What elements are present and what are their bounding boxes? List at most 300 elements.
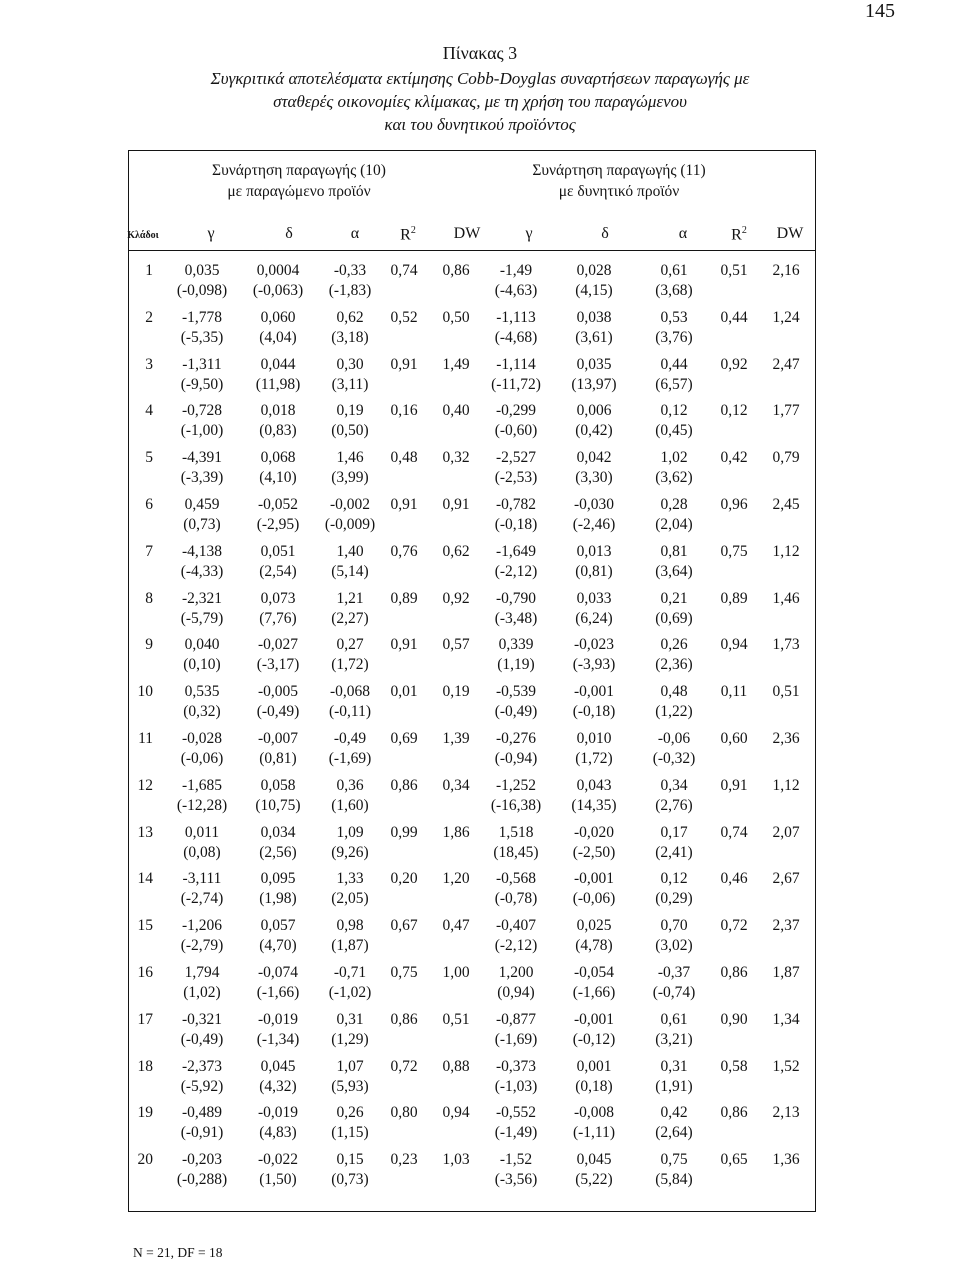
coefficient-value: -0,06 <box>657 730 691 747</box>
delta-11-cell <box>559 1010 629 1050</box>
gamma-11-cell <box>481 635 551 675</box>
coefficient-value: -0,008 <box>573 1104 615 1122</box>
table-row <box>129 776 815 822</box>
gamma-10-cell <box>167 869 237 909</box>
coefficient-value: 0,034 <box>260 823 296 841</box>
gamma-11-cell <box>481 448 551 488</box>
coefficient-value: 0,035 <box>184 262 220 279</box>
coefficient-value: 0,86 <box>720 964 748 981</box>
gamma-11-cell <box>481 308 551 348</box>
coefficient-value: -0,019 <box>257 1104 299 1122</box>
coefficient-value: 2,36 <box>772 730 800 747</box>
t-statistic-value: (-5,79) <box>180 609 224 627</box>
coefficient-value: 0,057 <box>260 917 296 935</box>
dw-11-cell <box>761 1057 811 1077</box>
coefficient-value: 0,57 <box>442 636 470 654</box>
coefficient-value: 2 <box>145 308 153 326</box>
r2-11-cell <box>709 776 759 796</box>
coefficient-value: 0,19 <box>442 683 470 701</box>
coefficient-value: -0,001 <box>573 1010 615 1028</box>
t-statistic-value: (1,19) <box>497 656 535 674</box>
t-statistic-value: (18,45) <box>493 843 539 861</box>
delta-11-cell <box>559 355 629 395</box>
gamma-11-cell <box>481 401 551 441</box>
gamma-10-cell <box>167 308 237 348</box>
dw-11-cell <box>761 963 811 983</box>
dw-11-cell <box>761 261 811 281</box>
coefficient-value: 0,028 <box>576 262 612 279</box>
alpha-10-cell <box>315 495 385 535</box>
coefficient-value: 0,61 <box>660 1010 688 1028</box>
coefficient-value: 0,038 <box>576 308 612 326</box>
delta-10-cell <box>243 542 313 582</box>
sector-number <box>123 448 153 468</box>
t-statistic-value: (0,29) <box>655 890 693 908</box>
sector-number <box>123 542 153 562</box>
gamma-11-cell <box>481 261 551 301</box>
sector-number <box>123 1057 153 1077</box>
coefficient-value: 0,045 <box>576 1151 612 1169</box>
coefficient-value: -0,022 <box>257 1151 299 1169</box>
coefficient-value: 3 <box>145 355 153 373</box>
sector-number <box>123 729 153 749</box>
coefficient-value: -1,113 <box>496 308 536 326</box>
table-title-line: σταθερές οικονομίες κλίμακας, με τη χρήση του παραγώμενου <box>273 92 687 111</box>
gamma-10-cell <box>167 916 237 956</box>
delta-11-cell <box>559 823 629 863</box>
r2-10-cell <box>379 308 429 328</box>
alpha-11-cell <box>639 308 709 348</box>
coefficient-value: 1,07 <box>336 1057 364 1075</box>
coefficient-value: -2,321 <box>181 589 223 607</box>
delta-11-cell <box>559 495 629 535</box>
t-statistic-value: (3,18) <box>331 328 369 346</box>
gamma-11-cell <box>481 1150 551 1190</box>
delta-10-cell <box>243 1150 313 1190</box>
t-statistic-value: (-4,63) <box>494 282 538 299</box>
coefficient-value: 0,48 <box>390 449 418 467</box>
coefficient-value: 0,26 <box>336 1104 364 1122</box>
delta-10-cell <box>243 355 313 395</box>
coefficient-value: -0,005 <box>257 683 299 701</box>
coefficient-value: 1,12 <box>772 776 800 794</box>
coefficient-value: 1,794 <box>184 964 220 981</box>
dw-11-cell <box>761 776 811 796</box>
r2-11-cell <box>709 308 759 328</box>
delta-11-cell <box>559 1057 629 1097</box>
t-statistic-value: (1,22) <box>655 703 693 721</box>
coefficient-value: 1,87 <box>772 964 800 981</box>
table-row <box>129 1150 815 1196</box>
coefficient-value: 0,51 <box>772 683 800 701</box>
t-statistic-value: (5,22) <box>575 1171 613 1189</box>
coefficient-value: 2,37 <box>772 917 800 935</box>
r2-10-cell <box>379 1103 429 1123</box>
coefficient-value: 0,91 <box>390 636 418 654</box>
gamma-11-cell <box>481 916 551 956</box>
coefficient-value: 8 <box>145 589 153 607</box>
coefficient-value: 0,23 <box>390 1151 418 1169</box>
alpha-11-cell <box>639 401 709 441</box>
coefficient-value: 0,92 <box>720 355 748 373</box>
delta-10-cell <box>243 589 313 629</box>
r2-11-cell <box>709 1057 759 1077</box>
dw-10-cell <box>431 916 481 936</box>
coefficient-value: 0,91 <box>390 355 418 373</box>
coefficient-value: -0,877 <box>495 1010 537 1028</box>
t-statistic-value: (2,41) <box>655 843 693 861</box>
coefficient-value: 0,19 <box>336 402 364 420</box>
coefficient-value: 16 <box>137 964 153 981</box>
alpha-11-cell <box>639 495 709 535</box>
t-statistic-value: (1,98) <box>259 890 297 908</box>
t-statistic-value: (1,15) <box>331 1124 369 1142</box>
alpha-10-cell <box>315 635 385 675</box>
t-statistic-value: (3,68) <box>655 282 693 299</box>
t-statistic-value: (1,72) <box>331 656 369 674</box>
delta-10-cell <box>243 682 313 722</box>
coefficient-value: 1,52 <box>772 1057 800 1075</box>
coefficient-value: 1,518 <box>498 823 534 841</box>
dw-11-cell <box>761 448 811 468</box>
dw-11-cell <box>761 1150 811 1170</box>
coefficient-value: 0,27 <box>336 636 364 654</box>
coefficient-value: 0,53 <box>660 308 688 326</box>
t-statistic-value: (2,27) <box>331 609 369 627</box>
coefficient-value: 0,90 <box>720 1010 748 1028</box>
coefficient-value: 0,013 <box>576 542 612 560</box>
group-header-line: με παραγώμενο προϊόν <box>227 183 371 200</box>
delta-10-cell <box>243 729 313 769</box>
coefficient-value: 0,12 <box>720 402 748 420</box>
coefficient-value: 0,010 <box>576 730 612 747</box>
r2-11-cell <box>709 1103 759 1123</box>
coefficient-value: 0,72 <box>720 917 748 935</box>
table-row <box>129 729 815 775</box>
dw-11-cell <box>761 401 811 421</box>
t-statistic-value: (-1,69) <box>328 750 372 767</box>
delta-11-cell <box>559 916 629 956</box>
coefficient-value: 0,51 <box>442 1010 470 1028</box>
t-statistic-value: (2,36) <box>655 656 693 674</box>
t-statistic-value: (-1,03) <box>494 1077 538 1095</box>
coefficient-value: 0,34 <box>442 776 470 794</box>
t-statistic-value: (5,14) <box>331 562 369 580</box>
gamma-11-cell <box>481 963 551 1003</box>
dw-11-cell <box>761 542 811 562</box>
delta-10-cell <box>243 776 313 816</box>
r2-10-cell <box>379 589 429 609</box>
t-statistic-value: (3,76) <box>655 328 693 346</box>
alpha-10-cell <box>315 963 385 1003</box>
r2-10-cell <box>379 635 429 655</box>
gamma-11-cell <box>481 823 551 863</box>
coefficient-value: -2,373 <box>181 1057 223 1075</box>
coefficient-value: 0,50 <box>442 308 470 326</box>
coefficient-value: 0,033 <box>576 589 612 607</box>
delta-10-cell <box>243 401 313 441</box>
coefficient-value: 0,69 <box>390 730 418 747</box>
group-header-line: Συνάρτηση παραγωγής (11) <box>532 162 706 179</box>
coefficient-value: 14 <box>137 870 153 888</box>
t-statistic-value: (1,60) <box>331 796 369 814</box>
r2-11-cell <box>709 1010 759 1030</box>
column-header-delta: δ <box>601 225 609 242</box>
t-statistic-value: (-0,49) <box>256 703 300 721</box>
dw-11-cell <box>761 916 811 936</box>
coefficient-value: -0,568 <box>495 870 537 888</box>
gamma-11-cell <box>481 495 551 535</box>
page-number: 145 <box>865 0 895 22</box>
coefficient-value: -3,111 <box>182 870 222 888</box>
coefficient-value: 1,12 <box>772 542 800 560</box>
coefficient-value: 1,33 <box>336 870 364 888</box>
coefficient-value: -0,373 <box>495 1057 537 1075</box>
coefficient-value: 0,035 <box>576 355 612 373</box>
t-statistic-value: (-5,35) <box>180 328 224 346</box>
t-statistic-value: (1,50) <box>259 1171 297 1189</box>
coefficient-value: 0,62 <box>336 308 364 326</box>
r2-10-cell <box>379 916 429 936</box>
table-title <box>0 42 960 136</box>
coefficient-value: 7 <box>145 542 153 560</box>
alpha-11-cell <box>639 963 709 1003</box>
coefficient-value: 0,86 <box>390 776 418 794</box>
coefficient-value: 0,36 <box>336 776 364 794</box>
dw-10-cell <box>431 261 481 281</box>
coefficient-value: 0,98 <box>336 917 364 935</box>
coefficient-value: 0,28 <box>660 496 688 513</box>
dw-10-cell <box>431 869 481 889</box>
coefficient-value: 0,75 <box>660 1151 688 1169</box>
t-statistic-value: (-0,49) <box>494 703 538 721</box>
table-row <box>129 682 815 728</box>
t-statistic-value: (0,32) <box>183 703 221 721</box>
coefficient-value: 1,02 <box>660 449 688 467</box>
delta-11-cell <box>559 308 629 348</box>
alpha-10-cell <box>315 1057 385 1097</box>
gamma-11-cell <box>481 682 551 722</box>
footnote: N = 21, DF = 18 <box>133 1245 223 1260</box>
t-statistic-value: (3,62) <box>655 469 693 487</box>
sector-number <box>123 963 153 983</box>
delta-11-cell <box>559 401 629 441</box>
coefficient-value: 15 <box>137 917 153 935</box>
t-statistic-value: (4,32) <box>259 1077 297 1095</box>
t-statistic-value: (-0,06) <box>572 890 616 908</box>
coefficient-value: -0,782 <box>495 496 537 513</box>
alpha-11-cell <box>639 589 709 629</box>
t-statistic-value: (-0,32) <box>652 750 696 767</box>
gamma-10-cell <box>167 355 237 395</box>
coefficient-value: 0,62 <box>442 542 470 560</box>
t-statistic-value: (11,98) <box>255 375 301 393</box>
r2-11-cell <box>709 401 759 421</box>
coefficient-value: 1,200 <box>498 964 534 981</box>
coefficient-value: 2,16 <box>772 262 800 279</box>
alpha-10-cell <box>315 355 385 395</box>
t-statistic-value: (0,42) <box>575 422 613 440</box>
dw-10-cell <box>431 1103 481 1123</box>
coefficient-value: 0,42 <box>660 1104 688 1122</box>
coefficient-value: -1,685 <box>181 776 223 794</box>
t-statistic-value: (-5,92) <box>180 1077 224 1095</box>
coefficient-value: -1,252 <box>495 776 537 794</box>
table-title-line: Συγκριτικά αποτελέσματα εκτίμησης Cobb-Doyglas συναρτήσεων παραγωγής με <box>210 69 750 88</box>
coefficient-value: -1,649 <box>495 542 537 560</box>
t-statistic-value: (0,18) <box>575 1077 613 1095</box>
coefficient-value: 0,31 <box>336 1010 364 1028</box>
delta-10-cell <box>243 869 313 909</box>
r2-superscript: 2 <box>410 225 416 236</box>
column-header-gamma: γ <box>525 225 533 242</box>
coefficient-value: 0,11 <box>720 683 748 701</box>
r2-11-cell <box>709 869 759 889</box>
t-statistic-value: (0,08) <box>183 843 221 861</box>
t-statistic-value: (0,73) <box>331 1171 369 1189</box>
alpha-11-cell <box>639 869 709 909</box>
coefficient-value: 0,65 <box>720 1151 748 1169</box>
dw-11-cell <box>761 589 811 609</box>
coefficient-value: 0,34 <box>660 776 688 794</box>
r2-11-cell <box>709 542 759 562</box>
t-statistic-value: (4,15) <box>575 282 613 299</box>
sector-number <box>123 916 153 936</box>
coefficient-value: -0,33 <box>333 262 367 279</box>
header-divider <box>129 250 815 251</box>
t-statistic-value: (-2,74) <box>180 890 224 908</box>
t-statistic-value: (0,81) <box>575 562 613 580</box>
dw-11-cell <box>761 1103 811 1123</box>
r2-10-cell <box>379 401 429 421</box>
delta-11-cell <box>559 1150 629 1190</box>
dw-11-cell <box>761 1010 811 1030</box>
column-header-delta: δ <box>285 225 293 242</box>
coefficient-value: 1,46 <box>336 449 364 467</box>
table-row <box>129 869 815 915</box>
delta-11-cell <box>559 1103 629 1143</box>
coefficient-value: 9 <box>145 636 153 654</box>
coefficient-value: -0,074 <box>257 964 299 981</box>
delta-10-cell <box>243 308 313 348</box>
t-statistic-value: (1,02) <box>183 984 221 1001</box>
t-statistic-value: (-11,72) <box>491 375 541 393</box>
coefficient-value: 1,36 <box>772 1151 800 1169</box>
coefficient-value: 0,46 <box>720 870 748 888</box>
dw-10-cell <box>431 682 481 702</box>
alpha-11-cell <box>639 355 709 395</box>
delta-10-cell <box>243 916 313 956</box>
t-statistic-value: (-0,94) <box>494 750 538 767</box>
t-statistic-value: (-1,66) <box>572 984 616 1001</box>
table-row <box>129 542 815 588</box>
gamma-11-cell <box>481 542 551 582</box>
dw-11-cell <box>761 495 811 515</box>
table-row <box>129 495 815 541</box>
dw-11-cell <box>761 355 811 375</box>
delta-11-cell <box>559 963 629 1003</box>
alpha-10-cell <box>315 1150 385 1190</box>
coefficient-value: -2,527 <box>495 449 537 467</box>
r2-10-cell <box>379 963 429 983</box>
table-row <box>129 1057 815 1103</box>
coefficient-value: -0,321 <box>181 1010 223 1028</box>
t-statistic-value: (-0,098) <box>176 282 228 299</box>
coefficient-value: 0,79 <box>772 449 800 467</box>
coefficient-value: 0,80 <box>390 1104 418 1122</box>
coefficient-value: 10 <box>137 683 153 701</box>
coefficient-value: 0,32 <box>442 449 470 467</box>
coefficient-value: 0,006 <box>576 402 612 420</box>
t-statistic-value: (-0,78) <box>494 890 538 908</box>
coefficient-value: -0,023 <box>573 636 615 654</box>
coefficient-value: -0,71 <box>333 964 367 981</box>
delta-11-cell <box>559 635 629 675</box>
coefficient-value: 0,16 <box>390 402 418 420</box>
r2-10-cell <box>379 448 429 468</box>
r2-10-cell <box>379 776 429 796</box>
table-row <box>129 308 815 354</box>
dw-11-cell <box>761 823 811 843</box>
r2-11-cell <box>709 963 759 983</box>
table-row <box>129 1010 815 1056</box>
alpha-10-cell <box>315 1103 385 1143</box>
t-statistic-value: (1,72) <box>575 750 613 767</box>
coefficient-value: 0,74 <box>720 823 748 841</box>
dw-11-cell <box>761 729 811 749</box>
delta-11-cell <box>559 729 629 769</box>
alpha-11-cell <box>639 261 709 301</box>
dw-10-cell <box>431 776 481 796</box>
alpha-11-cell <box>639 635 709 675</box>
t-statistic-value: (-1,83) <box>328 282 372 299</box>
coefficient-value: -0,020 <box>573 823 615 841</box>
alpha-10-cell <box>315 916 385 956</box>
dw-10-cell <box>431 729 481 749</box>
coefficient-value: 1,40 <box>336 542 364 560</box>
coefficient-value: -0,728 <box>181 402 223 420</box>
t-statistic-value: (2,04) <box>655 516 693 533</box>
coefficient-value: 0,52 <box>390 308 418 326</box>
coefficient-value: 0,30 <box>336 355 364 373</box>
gamma-10-cell <box>167 635 237 675</box>
coefficient-value: 0,01 <box>390 683 418 701</box>
t-statistic-value: (-0,12) <box>572 1030 616 1048</box>
coefficient-value: 1,24 <box>772 308 800 326</box>
alpha-10-cell <box>315 542 385 582</box>
t-statistic-value: (-1,49) <box>494 1124 538 1142</box>
alpha-11-cell <box>639 1103 709 1143</box>
r2-10-cell <box>379 1150 429 1170</box>
t-statistic-value: (-0,60) <box>494 422 538 440</box>
delta-10-cell <box>243 1010 313 1050</box>
alpha-10-cell <box>315 261 385 301</box>
table-row <box>129 963 815 1009</box>
dw-10-cell <box>431 1150 481 1170</box>
coefficient-value: -0,790 <box>495 589 537 607</box>
t-statistic-value: (-0,74) <box>652 984 696 1001</box>
coefficient-value: 2,67 <box>772 870 800 888</box>
coefficient-value: 19 <box>137 1104 153 1122</box>
r2-10-cell <box>379 542 429 562</box>
coefficient-value: 0,060 <box>260 308 296 326</box>
table-title-line: και του δυνητικού προϊόντος <box>384 115 576 134</box>
group-header-function-11 <box>489 160 749 202</box>
coefficient-value: 0,47 <box>442 917 470 935</box>
alpha-10-cell <box>315 308 385 348</box>
gamma-11-cell <box>481 776 551 816</box>
table-row <box>129 448 815 494</box>
